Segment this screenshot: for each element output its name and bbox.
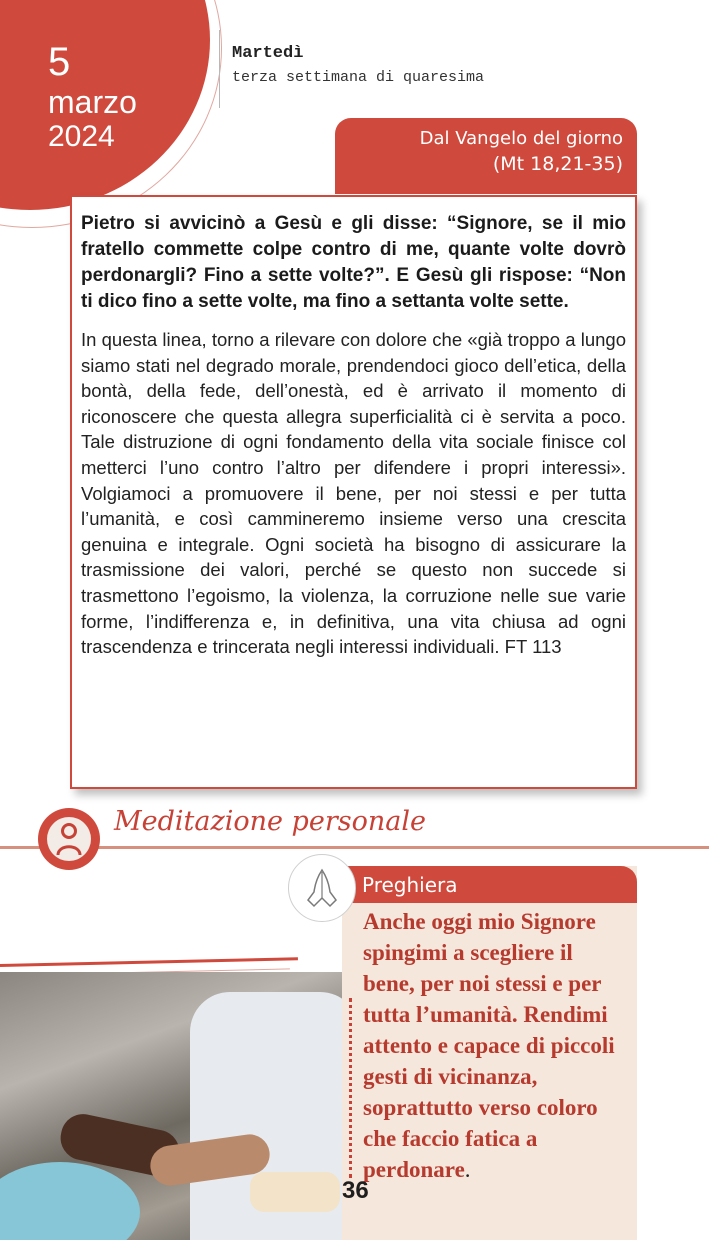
prayer-dotted-rule [349, 998, 353, 1178]
meditation-divider [0, 846, 709, 849]
gospel-tab-title: Dal Vangelo del giorno [419, 128, 623, 149]
date-block [48, 42, 137, 152]
prayer-title: Preghiera [362, 873, 458, 897]
gospel-reference: (Mt 18,21-35) [492, 153, 623, 175]
gospel-commentary: In questa linea, torno a rilevare con dolore che «già troppo a lungo siamo stati nel degrado morale, prendendoci gioco dell’etica, della bontà, della fede, dell’onestà, ed è arrivato il momento di riconoscere che questa allegra superficialità ci è servita a poco. Tale distruzione di ogni fondamento della vita sociale finisce col metterci l’uno contro l’altro per difendere i propri interessi». Volgiamoci a promuovere il bene, per noi stessi e per tutta l’umanità, e così cammineremo insieme verso una crescita genuina e integrale. Ogni società ha bisogno di assicurare la trasmissione dei valori, perché se questo non succede si trasmettono l’egoismo, la violenza, la corruzione nelle sue varie forme, l’indifferenza e, in definitiva, una vita chiusa ad ogni trascendenza e trincerata negli interessi individuali. FT 113 [81, 329, 626, 658]
meditation-badge [38, 808, 100, 870]
photo-rule [0, 957, 298, 967]
prayer-end: . [464, 1157, 471, 1182]
liturgical-week: terza settimana di quaresima [232, 69, 485, 86]
date-month: marzo [48, 84, 137, 120]
gospel-tab [335, 118, 637, 194]
prayer-body: Anche oggi mio Signore spingimi a scegliere il bene, per noi stessi e per tutta l’umanità. Rendimi attento e capace di piccoli gesti di vicinanza, soprattutto verso coloro che faccio fatica a perdonare [363, 909, 615, 1182]
gospel-quote: Pietro si avvicinò a Gesù e gli disse: “Signore, se il mio fratello commette colpe contro di me, quante volte dovrò perdonargli? Fino a sette volte?”. E Gesù gli rispose: “Non ti dico fino a sette volte, ma fino a settanta volte sette. [81, 213, 626, 312]
gospel-box [70, 195, 637, 789]
prayer-text [363, 906, 625, 1185]
prayer-tab [342, 866, 637, 903]
meditation-label: Meditazione personale [114, 806, 426, 837]
day-header [232, 44, 484, 86]
praying-hands-icon [288, 854, 356, 922]
date-day: 5 [48, 40, 71, 84]
page-number: 36 [342, 1177, 369, 1204]
date-year: 2024 [48, 120, 115, 153]
helping-hands-photo [0, 972, 342, 1240]
person-icon [47, 817, 91, 861]
weekday: Martedì [232, 44, 304, 63]
header-divider [219, 30, 220, 108]
